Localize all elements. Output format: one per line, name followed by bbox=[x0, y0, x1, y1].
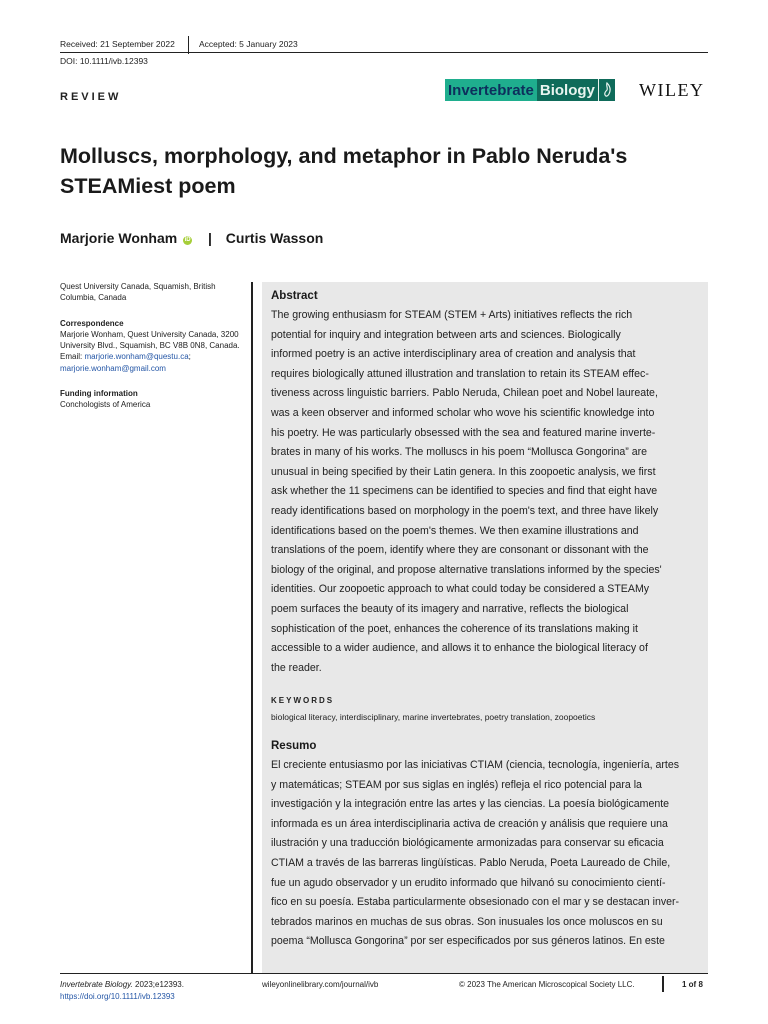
abstract-line: sophistication of the poet, enhances the coherence of its translations making it bbox=[271, 622, 638, 635]
article-title bbox=[60, 141, 700, 201]
resumo-line: tebrados marinos en muchas de sus obras. Son inusuales los once moluscos en su bbox=[271, 915, 663, 928]
resumo-body bbox=[271, 756, 700, 952]
column-divider bbox=[251, 282, 253, 974]
shell-icon bbox=[598, 79, 615, 101]
sidebar bbox=[60, 281, 240, 411]
abstract-line: identities. Our zoopoetic approach to what could today be considered a STEAMy bbox=[271, 583, 650, 596]
footer-copyright: © 2023 The American Microscopical Society LLC. bbox=[459, 980, 635, 989]
resumo-line: ilustración y una traducción biológicamente armonizadas para conservar su eficacia bbox=[271, 837, 664, 850]
keywords-list: biological literacy, interdisciplinary, marine invertebrates, poetry translation, zoopoetics bbox=[271, 712, 596, 722]
abstract-body bbox=[271, 306, 700, 678]
abstract-line: was a keen observer and informed scholar who wove his scientific knowledge into bbox=[271, 406, 655, 419]
author-separator: | bbox=[207, 230, 212, 246]
abstract-heading: Abstract bbox=[271, 290, 318, 302]
email-link-2[interactable]: marjorie.wonham@gmail.com bbox=[60, 363, 166, 373]
abstract-line: informed poetry is an active interdisciplinary area of creation and analysis that bbox=[271, 348, 636, 361]
footer-journal: Invertebrate Biology. bbox=[60, 980, 133, 989]
footer-journal-url[interactable]: wileyonlinelibrary.com/journal/ivb bbox=[262, 980, 379, 989]
keywords-heading: KEYWORDS bbox=[271, 696, 335, 705]
section-label: REVIEW bbox=[60, 91, 122, 103]
journal-logo-part2: Biology bbox=[537, 79, 598, 101]
resumo-line: El creciente entusiasmo por las iniciativas CTIAM (ciencia, tecnología, ingeniería, artes bbox=[271, 759, 680, 771]
author-1[interactable]: Marjorie Wonham bbox=[60, 230, 178, 246]
doi: DOI: 10.1111/ivb.12393 bbox=[60, 56, 148, 66]
email-separator: ; bbox=[188, 352, 191, 362]
received-date: Received: 21 September 2022 bbox=[60, 39, 175, 49]
page-number: 1 of 8 bbox=[682, 980, 703, 989]
correspondence-heading: Correspondence bbox=[60, 318, 124, 328]
funding-heading: Funding information bbox=[60, 389, 138, 399]
journal-logo[interactable] bbox=[445, 79, 615, 101]
bottom-rule bbox=[60, 973, 708, 974]
affiliation: Quest University Canada, Squamish, British Columbia, Canada bbox=[60, 282, 216, 303]
abstract-line: requires biologically attuned illustration and translation to retain its STEAM effec- bbox=[271, 367, 649, 380]
abstract-line: ask whether the 11 specimens can be identified to species and find that eight have bbox=[271, 485, 658, 498]
funding-text: Conchologists of America bbox=[60, 400, 151, 410]
abstract-line: tiveness across linguistic barriers. Pablo Neruda, Chilean poet and Nobel laureate, bbox=[271, 387, 658, 400]
resumo-line: y matemáticas; STEAM por sus siglas en inglés) refleja el rico potencial para la bbox=[271, 778, 642, 791]
abstract-line: brates in many of his works. The molluscs in his poem “Mollusca Gongorina” are bbox=[271, 446, 648, 459]
journal-logo-part1: Invertebrate bbox=[445, 79, 537, 101]
abstract-line: identifications based on the poem's themes. We then examine illustrations and bbox=[271, 524, 639, 537]
resumo-line: poema “Mollusca Gongorina” por ser especificados por sus géneros latinos. En este bbox=[271, 935, 665, 948]
footer-divider bbox=[662, 976, 664, 992]
resumo-line: fico en su poesía. Estaba particularmente obsesionado con el mar y se destacan inver- bbox=[271, 896, 680, 909]
resumo-line: informada es un área interdisciplinaria activa de creación y análisis que requiere una bbox=[271, 817, 668, 830]
abstract-line: accessible to a wider audience, and allows it to enhance the biological literacy of bbox=[271, 642, 648, 655]
resumo-line: CTIAM a través de las barreras lingüísticas. Pablo Neruda, Poeta Laureado de Chile, bbox=[271, 856, 671, 869]
publisher-logo[interactable]: WILEY bbox=[639, 80, 705, 100]
abstract-line: his poetry. He was particularly obsessed with the sea and featured marine inverte- bbox=[271, 426, 656, 439]
correspondence-text: Marjorie Wonham, Quest University Canada, 3200 University Blvd., Squamish, BC V8B 0N8, Canada. bbox=[60, 329, 240, 351]
accepted-date: Accepted: 5 January 2023 bbox=[199, 39, 298, 49]
author-list bbox=[60, 230, 323, 246]
orcid-icon[interactable]: iD bbox=[184, 237, 191, 243]
abstract-line: unusual in being specified by their Latin genera. In this zoopoetic analysis, we first bbox=[271, 465, 656, 478]
abstract-line: translations of the poem, identify where they are consonant or dissonant with the bbox=[271, 544, 649, 557]
resumo-line: fue un agudo observador y un erudito informado que hilvanó su conocimiento cientí- bbox=[271, 876, 666, 889]
footer-doi-link[interactable]: https://doi.org/10.1111/ivb.12393 bbox=[60, 992, 175, 1001]
abstract-line: poem surfaces the beauty of its imagery and narrative, reflects the biological bbox=[271, 602, 629, 615]
author-2[interactable]: Curtis Wasson bbox=[225, 230, 324, 246]
resumo-line: investigación y la integración entre las artes y las ciencias. La poesía biológicamente bbox=[271, 798, 670, 811]
abstract-line: biology of the original, and propose alternative translations informed by the species' bbox=[271, 563, 662, 576]
top-rule bbox=[60, 52, 708, 53]
footer-citation-block bbox=[60, 979, 184, 1003]
abstract-line: ready identifications based on morphology in the poem's text, and three have likely bbox=[271, 504, 659, 517]
resumo-heading: Resumo bbox=[271, 740, 317, 752]
title-line-2: STEAMiest poem bbox=[60, 174, 236, 198]
abstract-line: The growing enthusiasm for STEAM (STEM + Arts) initiatives reflects the rich bbox=[271, 309, 633, 321]
abstract-line: the reader. bbox=[271, 661, 322, 674]
email-line bbox=[60, 351, 240, 362]
footer-citation: 2023;e12393. bbox=[132, 980, 184, 989]
abstract-line: potential for inquiry and integration between arts and sciences. Biologically bbox=[271, 328, 621, 341]
title-line-1: Molluscs, morphology, and metaphor in Pablo Neruda's bbox=[60, 144, 628, 168]
email-label: Email: bbox=[60, 352, 83, 362]
email-link-1[interactable]: marjorie.wonham@questu.ca bbox=[84, 352, 189, 362]
